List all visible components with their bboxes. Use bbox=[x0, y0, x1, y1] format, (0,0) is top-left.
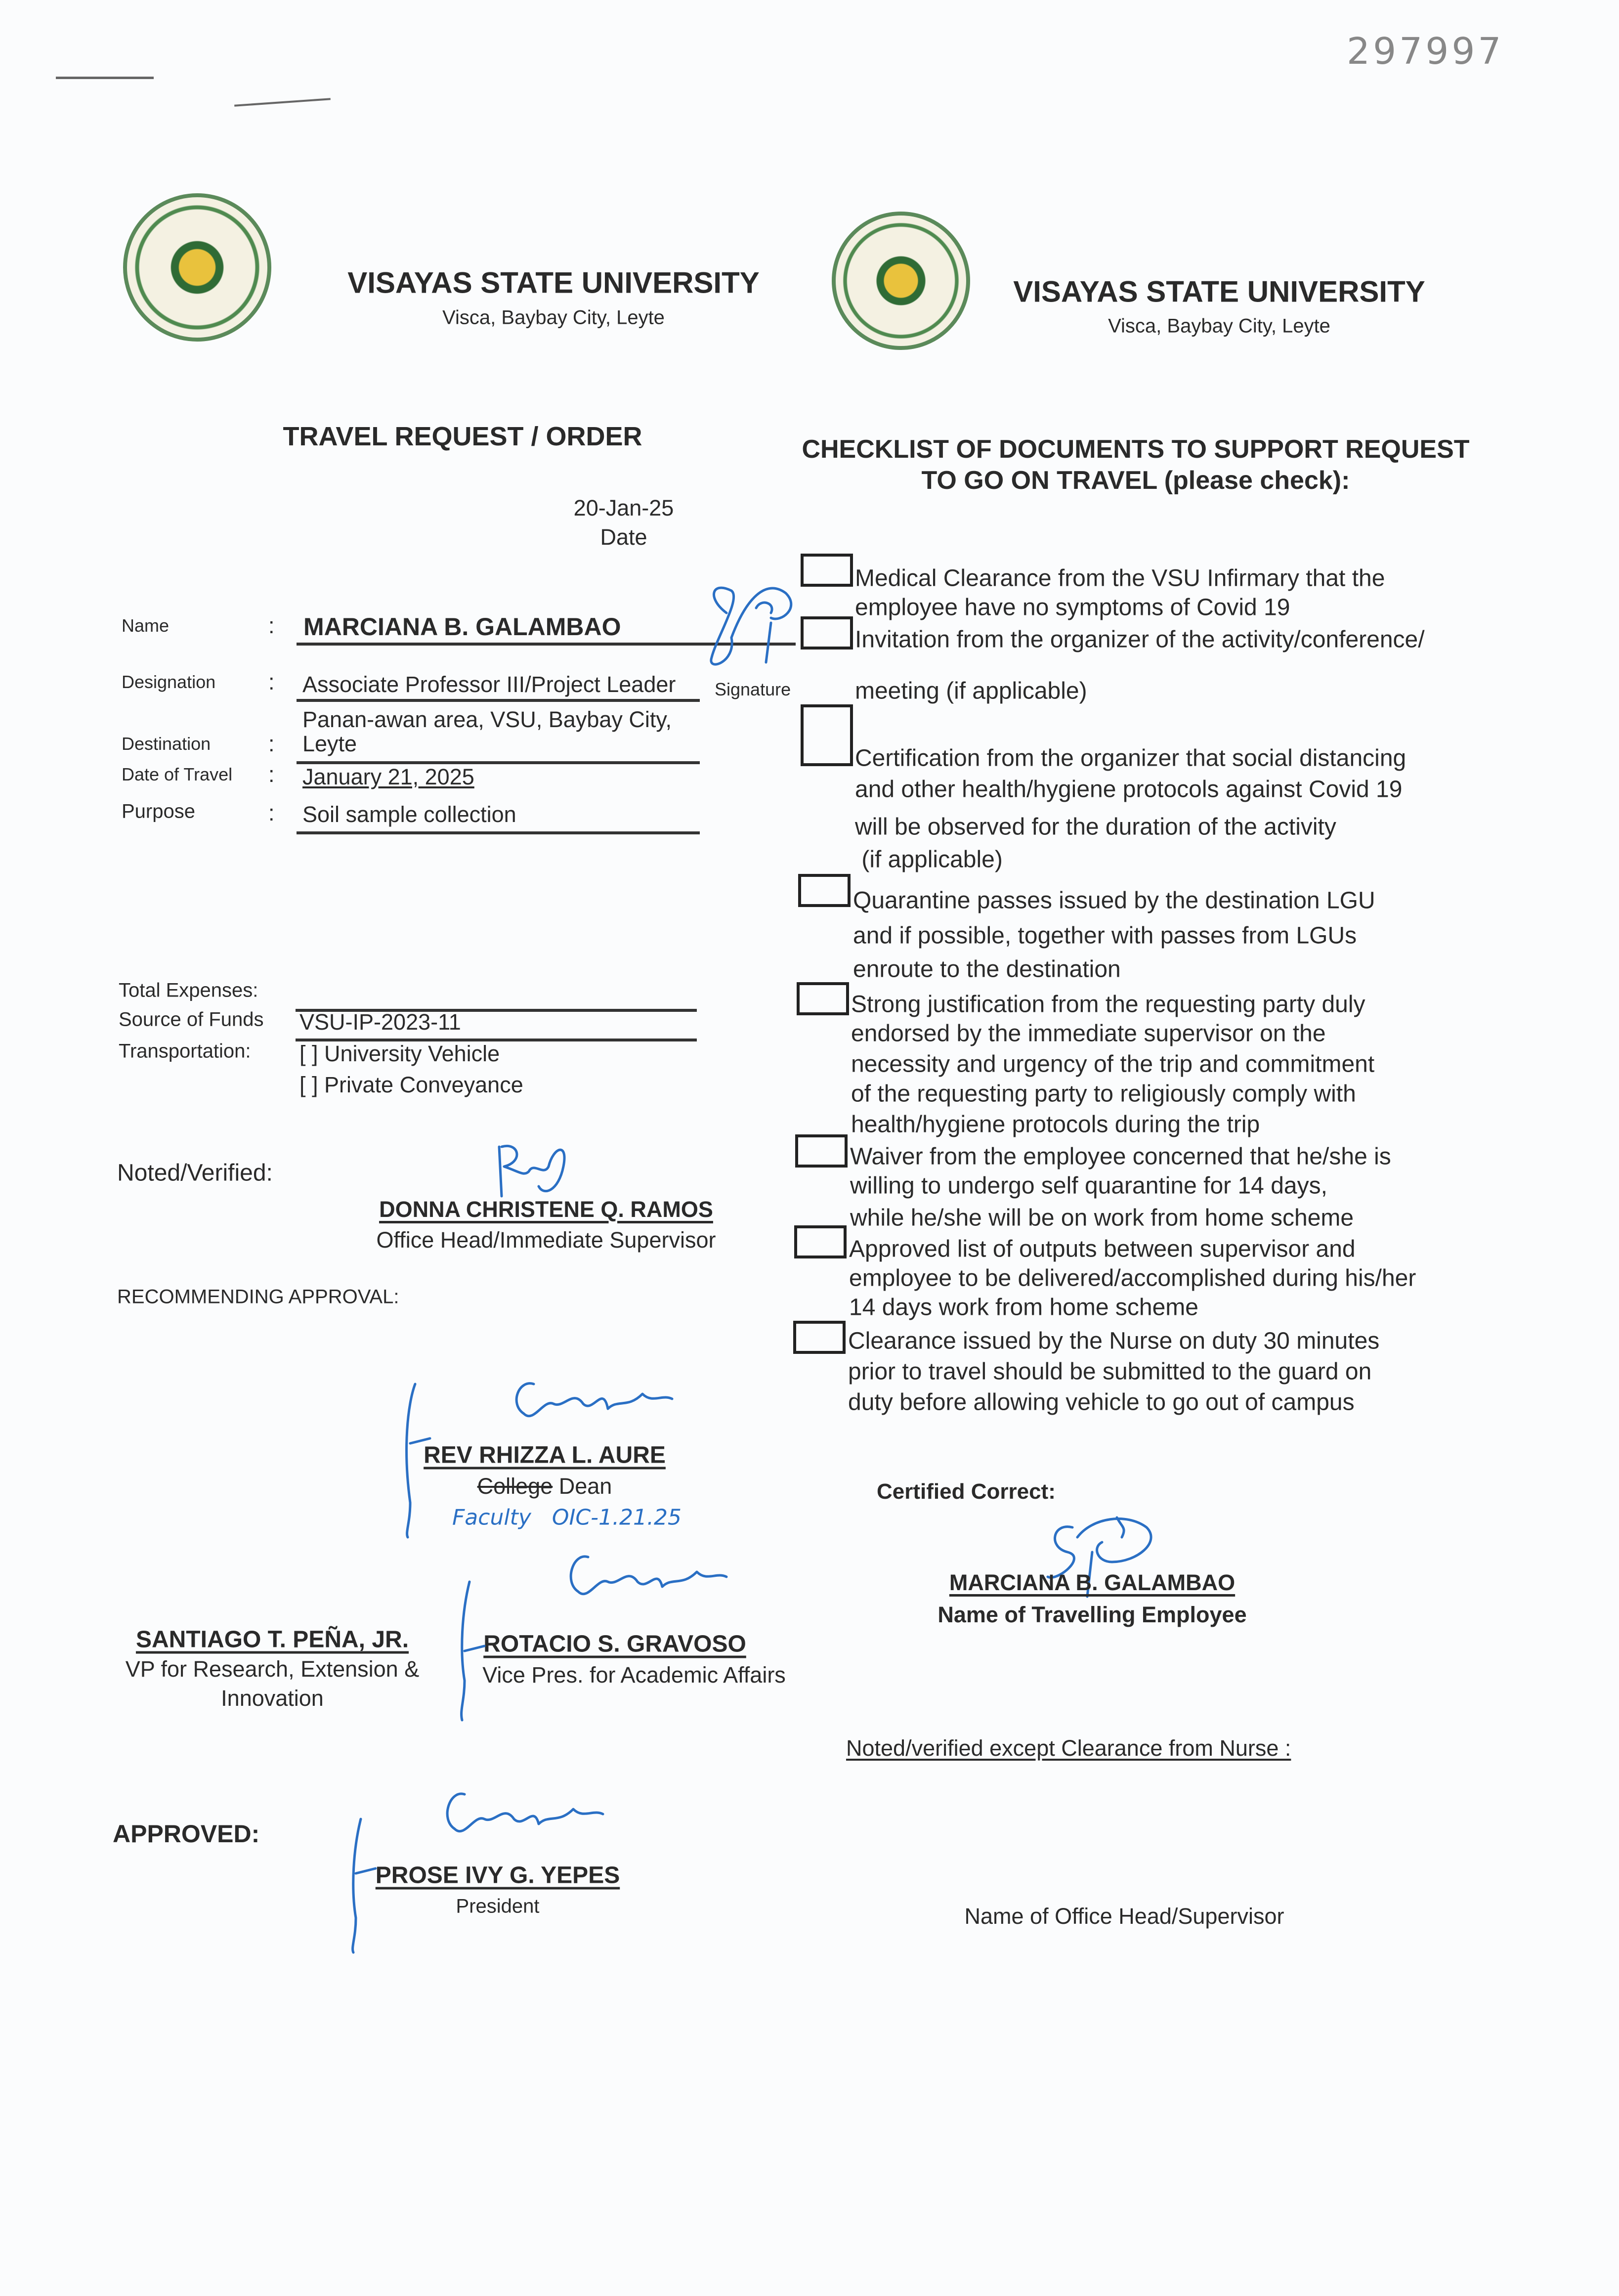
stray-mark bbox=[234, 98, 331, 107]
checkbox-certification[interactable] bbox=[801, 704, 853, 766]
signature-label: Signature bbox=[715, 679, 791, 699]
university-name: VISAYAS STATE UNIVERSITY bbox=[347, 266, 760, 300]
president-title: President bbox=[456, 1895, 540, 1917]
checklist-item-text: duty before allowing vehicle to go out of campus bbox=[848, 1389, 1355, 1416]
checklist-item-text: and if possible, together with passes from LGUs bbox=[853, 922, 1357, 949]
date-of-travel-value[interactable]: January 21, 2025 bbox=[302, 764, 474, 789]
checklist-item-text: necessity and urgency of the trip and commitment bbox=[851, 1051, 1375, 1078]
recommending-approval-label: RECOMMENDING APPROVAL: bbox=[117, 1286, 399, 1308]
destination-label: Destination bbox=[122, 734, 211, 754]
travelling-employee-label: Name of Travelling Employee bbox=[937, 1602, 1247, 1627]
checklist-item-text: health/hygiene protocols during the trip bbox=[851, 1111, 1260, 1138]
vp-academic-title: Vice Pres. for Academic Affairs bbox=[482, 1662, 786, 1688]
purpose-value[interactable]: Soil sample collection bbox=[302, 802, 516, 827]
checklist-item-text: of the requesting party to religiously comply with bbox=[851, 1081, 1356, 1107]
checklist-item-text: (if applicable) bbox=[855, 846, 1003, 873]
date-label: Date bbox=[600, 524, 647, 550]
checklist-item-text: willing to undergo self quarantine for 14 days, bbox=[850, 1172, 1327, 1199]
dean-signature bbox=[395, 1374, 702, 1537]
office-head-label: Name of Office Head/Supervisor bbox=[964, 1904, 1284, 1929]
designation-underline bbox=[297, 699, 700, 702]
university-address: Visca, Baybay City, Leyte bbox=[442, 306, 665, 329]
date-value: 20-Jan-25 bbox=[573, 495, 674, 520]
checklist-item-text: Certification from the organizer that social distancing bbox=[855, 745, 1406, 772]
checklist-item-text: Strong justification from the requesting party duly bbox=[851, 991, 1365, 1018]
noted-signatory-title: Office Head/Immediate Supervisor bbox=[376, 1227, 716, 1253]
dean-handwritten-note: Faculty OIC-1.21.25 bbox=[452, 1505, 682, 1530]
approved-label: APPROVED: bbox=[113, 1820, 260, 1848]
checkbox-invitation[interactable] bbox=[801, 616, 853, 650]
president-signature bbox=[346, 1784, 652, 1952]
checklist-item-text: Waiver from the employee concerned that he/she is bbox=[850, 1143, 1391, 1170]
checklist-item-text: and other health/hygiene protocols against Covid 19 bbox=[855, 776, 1403, 803]
checklist-item-text: endorsed by the immediate supervisor on the bbox=[851, 1020, 1326, 1047]
destination-value-line1[interactable]: Panan-awan area, VSU, Baybay City, bbox=[302, 707, 672, 732]
university-seal-icon bbox=[832, 212, 970, 350]
colon: : bbox=[268, 613, 275, 638]
dean-title-text: Dean bbox=[553, 1473, 612, 1499]
vp-research-title: VP for Research, Extension & bbox=[125, 1656, 420, 1682]
checklist-item-text: employee have no symptoms of Covid 19 bbox=[855, 594, 1290, 621]
colon: : bbox=[268, 762, 275, 787]
noted-signature bbox=[489, 1137, 578, 1236]
designation-label: Designation bbox=[122, 672, 216, 692]
checklist-item-text: 14 days work from home scheme bbox=[849, 1294, 1198, 1321]
date-of-travel-label: Date of Travel bbox=[122, 764, 233, 784]
transport-option-university-vehicle[interactable]: [ ] University Vehicle bbox=[299, 1041, 500, 1066]
destination-value-line2[interactable]: Leyte bbox=[302, 731, 357, 756]
checklist-item-text: meeting (if applicable) bbox=[855, 678, 1087, 704]
checklist-title-2: TO GO ON TRAVEL (please check): bbox=[921, 466, 1350, 495]
dean-name: REV RHIZZA L. AURE bbox=[424, 1442, 666, 1469]
purpose-underline bbox=[297, 831, 700, 834]
colon: : bbox=[268, 800, 275, 825]
checklist-item-text: Medical Clearance from the VSU Infirmary that the bbox=[855, 565, 1385, 592]
document-number: 297997 bbox=[1347, 30, 1504, 73]
dean-title-struck: College bbox=[477, 1473, 553, 1499]
checklist-item-text: employee to be delivered/accomplished during his/her bbox=[849, 1265, 1416, 1292]
transport-option-private-conveyance[interactable]: [ ] Private Conveyance bbox=[299, 1072, 523, 1097]
vp-academic-name: ROTACIO S. GRAVOSO bbox=[483, 1631, 746, 1657]
noted-except-label: Noted/verified except Clearance from Nurse : bbox=[846, 1735, 1291, 1761]
president-name: PROSE IVY G. YEPES bbox=[375, 1862, 620, 1889]
checklist-item-text: will be observed for the duration of the activity bbox=[855, 814, 1336, 840]
checkbox-strong-justification[interactable] bbox=[797, 982, 849, 1015]
checklist-item-text: enroute to the destination bbox=[853, 956, 1121, 983]
name-label: Name bbox=[122, 615, 170, 636]
university-address: Visca, Baybay City, Leyte bbox=[1108, 315, 1330, 337]
checkbox-medical-clearance[interactable] bbox=[801, 554, 853, 587]
certified-correct-label: Certified Correct: bbox=[877, 1479, 1056, 1504]
checklist-item-text: Invitation from the organizer of the activity/conference/ bbox=[855, 626, 1425, 653]
university-seal-icon bbox=[123, 193, 271, 342]
checklist-item-text: while he/she will be on work from home scheme bbox=[850, 1205, 1354, 1231]
source-of-funds-value[interactable]: VSU-IP-2023-11 bbox=[299, 1009, 461, 1035]
applicant-signature bbox=[697, 578, 806, 677]
university-name: VISAYAS STATE UNIVERSITY bbox=[1013, 275, 1425, 308]
noted-signatory-name: DONNA CHRISTENE Q. RAMOS bbox=[379, 1197, 713, 1222]
name-value[interactable]: MARCIANA B. GALAMBAO bbox=[303, 613, 621, 641]
transportation-label: Transportation: bbox=[119, 1040, 251, 1062]
checkbox-quarantine-passes[interactable] bbox=[798, 874, 851, 907]
stray-mark bbox=[56, 77, 154, 79]
designation-value[interactable]: Associate Professor III/Project Leader bbox=[302, 672, 676, 697]
total-expenses-label: Total Expenses: bbox=[119, 979, 258, 1001]
form-title: TRAVEL REQUEST / ORDER bbox=[283, 422, 642, 451]
checklist-item-text: prior to travel should be submitted to the guard on bbox=[848, 1358, 1372, 1385]
checkbox-nurse-clearance[interactable] bbox=[793, 1321, 846, 1354]
source-of-funds-label: Source of Funds bbox=[119, 1008, 264, 1031]
vp-academic-signature bbox=[455, 1542, 761, 1720]
checkbox-approved-outputs[interactable] bbox=[794, 1225, 847, 1258]
colon: : bbox=[268, 669, 275, 694]
checklist-title: CHECKLIST OF DOCUMENTS TO SUPPORT REQUEST bbox=[802, 435, 1470, 464]
checklist-item-text: Quarantine passes issued by the destination LGU bbox=[853, 887, 1375, 914]
travelling-employee-name: MARCIANA B. GALAMBAO bbox=[949, 1570, 1236, 1595]
purpose-label: Purpose bbox=[122, 800, 195, 823]
vp-research-title-2: Innovation bbox=[221, 1686, 324, 1711]
checkbox-waiver[interactable] bbox=[795, 1134, 848, 1168]
noted-verified-label: Noted/Verified: bbox=[117, 1160, 273, 1186]
vp-research-name: SANTIAGO T. PEÑA, JR. bbox=[135, 1626, 409, 1653]
checklist-item-text: Clearance issued by the Nurse on duty 30 minutes bbox=[848, 1328, 1380, 1354]
checklist-item-text: Approved list of outputs between supervisor and bbox=[849, 1236, 1356, 1262]
colon: : bbox=[268, 731, 275, 756]
